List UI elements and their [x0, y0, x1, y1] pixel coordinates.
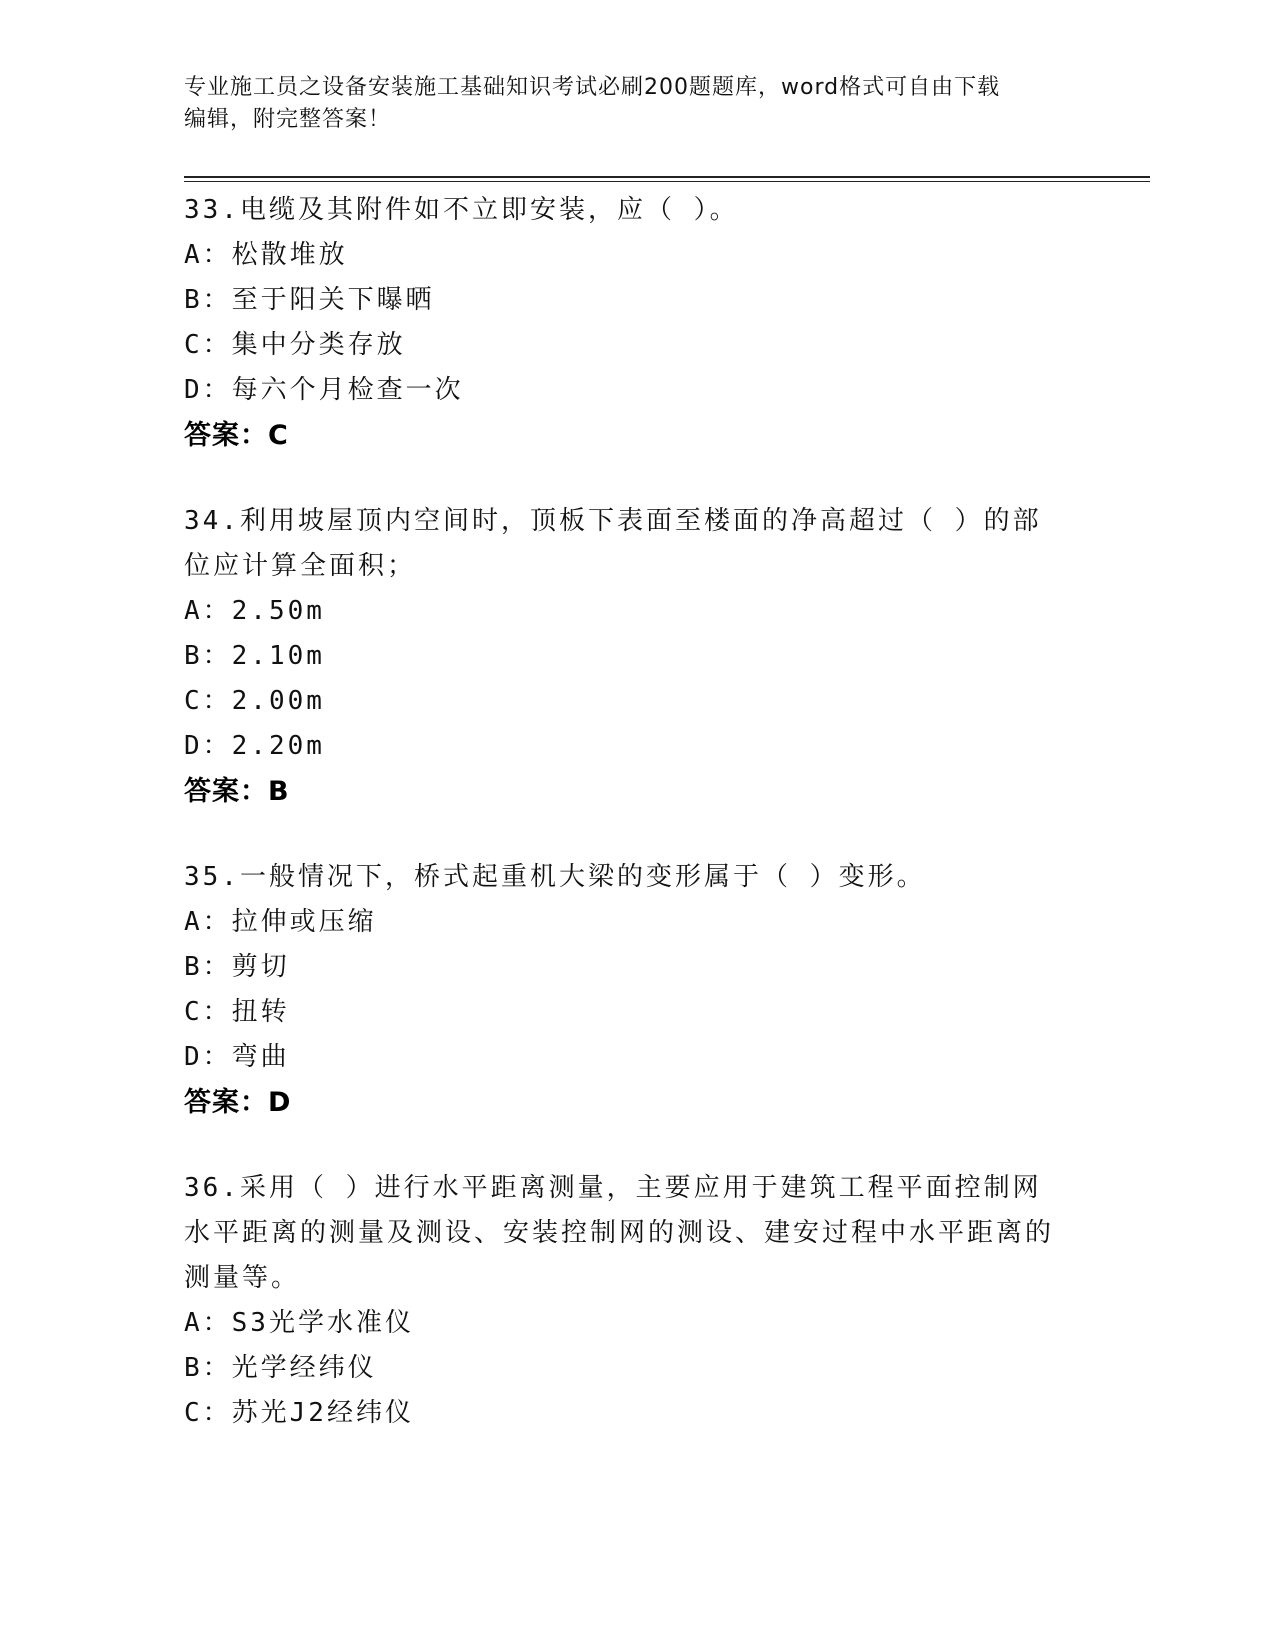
- header-divider-thick: [184, 176, 1150, 178]
- option-a: A：S3光学水准仪: [184, 1308, 414, 1338]
- option-c: C：扭转: [184, 997, 290, 1027]
- option-b: B：剪切: [184, 952, 290, 982]
- question-text: 35.一般情况下，桥式起重机大梁的变形属于（ ）变形。: [184, 862, 926, 892]
- header-line-1: 专业施工员之设备安装施工基础知识考试必刷200题题库，word格式可自由下载: [184, 75, 1001, 100]
- question-33: [184, 188, 1064, 459]
- question-text: 36.采用（ ）进行水平距离测量，主要应用于建筑工程平面控制网水平距离的测量及测设、安装控制网的测设、建安过程中水平距离的测量等。: [184, 1173, 1055, 1293]
- header-divider-thin: [184, 181, 1150, 182]
- option-b: B：至于阳关下曝晒: [184, 285, 435, 315]
- answer-line: 答案：D: [184, 1087, 292, 1118]
- question-36: [184, 1166, 1064, 1436]
- option-a: A：拉伸或压缩: [184, 907, 377, 937]
- question-text: 33.电缆及其附件如不立即安装，应（ ）。: [184, 195, 739, 225]
- question-text: 34.利用坡屋顶内空间时，顶板下表面至楼面的净高超过（ ）的部位应计算全面积；: [184, 506, 1042, 581]
- answer-line: 答案：C: [184, 420, 289, 451]
- option-d: D：每六个月检查一次: [184, 375, 464, 405]
- option-c: C：2.00m: [184, 686, 325, 716]
- option-a: A：松散堆放: [184, 240, 348, 270]
- option-b: B：光学经纬仪: [184, 1353, 377, 1383]
- document-header: [184, 72, 1064, 136]
- option-c: C：集中分类存放: [184, 330, 406, 360]
- header-line-2: 编辑，附完整答案！: [184, 107, 392, 132]
- option-d: D：弯曲: [184, 1042, 290, 1072]
- option-c: C：苏光J2经纬仪: [184, 1398, 414, 1428]
- option-b: B：2.10m: [184, 641, 325, 671]
- option-a: A：2.50m: [184, 596, 325, 626]
- option-d: D：2.20m: [184, 731, 325, 761]
- question-34: [184, 499, 1064, 815]
- question-list: [184, 188, 1064, 1476]
- answer-line: 答案：B: [184, 776, 290, 807]
- question-35: [184, 855, 1064, 1126]
